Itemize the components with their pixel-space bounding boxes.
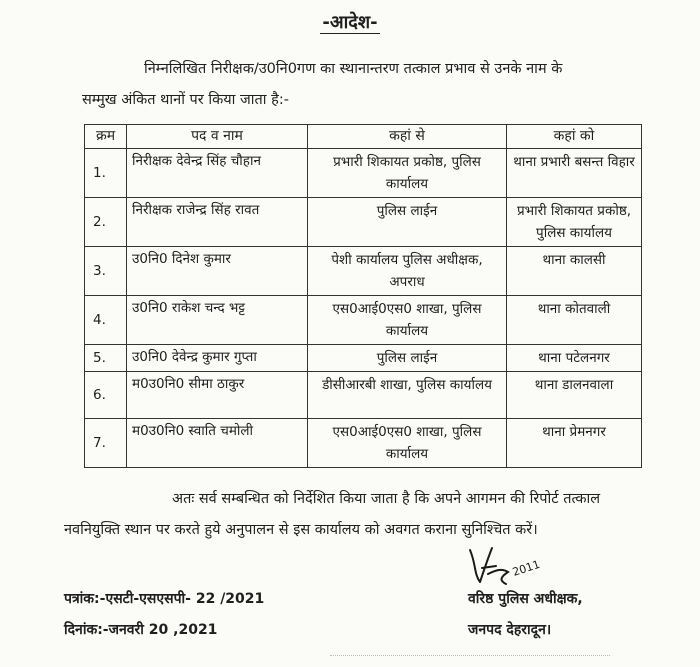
cell-from: पुलिस लाईन	[308, 345, 507, 372]
cell-from: प्रभारी शिकायत प्रकोष्ठ, पुलिस कार्यालय	[308, 149, 507, 198]
signature-date: 2011	[510, 557, 542, 579]
closing-line-1: अतः सर्व सम्बन्धित को निर्देशित किया जाता है कि अपने आगमन की रिपोर्ट तत्काल	[172, 491, 601, 507]
cell-sn: 2.	[85, 198, 127, 247]
cell-name: उ0नि0 देवेन्द्र कुमार गुप्ता	[127, 345, 308, 372]
cell-sn: 3.	[85, 247, 127, 296]
cell-to: प्रभारी शिकायत प्रकोष्ठ, पुलिस कार्यालय	[507, 198, 642, 247]
cell-to: थाना कालसी	[507, 247, 642, 296]
cell-name: उ0नि0 दिनेश कुमार	[127, 247, 308, 296]
table-row	[85, 372, 642, 419]
intro-line-2: सम्मुख अंकित थानों पर किया जाता है:-	[82, 92, 289, 108]
bottom-edge-divider	[330, 655, 610, 666]
table-row	[85, 247, 642, 296]
table-row	[85, 345, 642, 372]
closing-paragraph	[64, 484, 654, 546]
signatory-block	[468, 584, 583, 646]
cell-from: पुलिस लाईन	[308, 198, 507, 247]
intro-paragraph	[82, 54, 642, 116]
cell-sn: 4.	[85, 296, 127, 345]
cell-sn: 6.	[85, 372, 127, 419]
closing-line-2: नवनियुक्ति स्थान पर करते हुये अनुपालन से इस कार्यालय को अवगत कराना सुनिश्चित करें।	[64, 522, 538, 538]
cell-sn: 7.	[85, 419, 127, 468]
cell-to: थाना प्रभारी बसन्त विहार	[507, 149, 642, 198]
cell-name: निरीक्षक देवेन्द्र सिंह चौहान	[127, 149, 308, 198]
cell-to: थाना कोतवाली	[507, 296, 642, 345]
cell-from: पेशी कार्यालय पुलिस अधीक्षक, अपराध	[308, 247, 507, 296]
header-to: कहां को	[507, 125, 642, 149]
heading-text: -आदेश-	[322, 12, 378, 33]
designation-text: वरिष्ठ पुलिस अधीक्षक,	[468, 591, 583, 607]
cell-to: थाना प्रेमनगर	[507, 419, 642, 468]
cell-sn: 5.	[85, 345, 127, 372]
transfer-table	[84, 124, 642, 468]
cell-from: डीसीआरबी शाखा, पुलिस कार्यालय	[308, 372, 507, 419]
cell-sn: 1.	[85, 149, 127, 198]
patrank-text: पत्रांक:-एसटी-एसएसपी- 22 /2021	[64, 591, 265, 607]
table-row	[85, 296, 642, 345]
cell-to: थाना पटेलनगर	[507, 345, 642, 372]
table-row	[85, 149, 642, 198]
table-row	[85, 198, 642, 247]
header-from: कहां से	[308, 125, 507, 149]
document-heading	[0, 10, 700, 34]
header-name: पद व नाम	[127, 125, 308, 149]
dinank-text: दिनांक:-जनवरी 20 ,2021	[64, 622, 218, 638]
district-text: जनपद देहरादून।	[468, 622, 552, 638]
cell-from: एस0आई0एस0 शाखा, पुलिस कार्यालय	[308, 419, 507, 468]
cell-from: एस0आई0एस0 शाखा, पुलिस कार्यालय	[308, 296, 507, 345]
table-row	[85, 419, 642, 468]
cell-to: थाना डालनवाला	[507, 372, 642, 419]
cell-name: म0उ0नि0 सीमा ठाकुर	[127, 372, 308, 419]
cell-name: उ0नि0 राकेश चन्द भट्ट	[127, 296, 308, 345]
intro-line-1: निम्नलिखित निरीक्षक/उ0नि0गण का स्थानान्तरण तत्काल प्रभाव से उनके नाम के	[144, 61, 563, 77]
table-header-row	[85, 125, 642, 149]
reference-block	[64, 584, 264, 646]
cell-name: म0उ0नि0 स्वाति चमोली	[127, 419, 308, 468]
cell-name: निरीक्षक राजेन्द्र सिंह रावत	[127, 198, 308, 247]
header-sn: क्रम	[85, 125, 127, 149]
